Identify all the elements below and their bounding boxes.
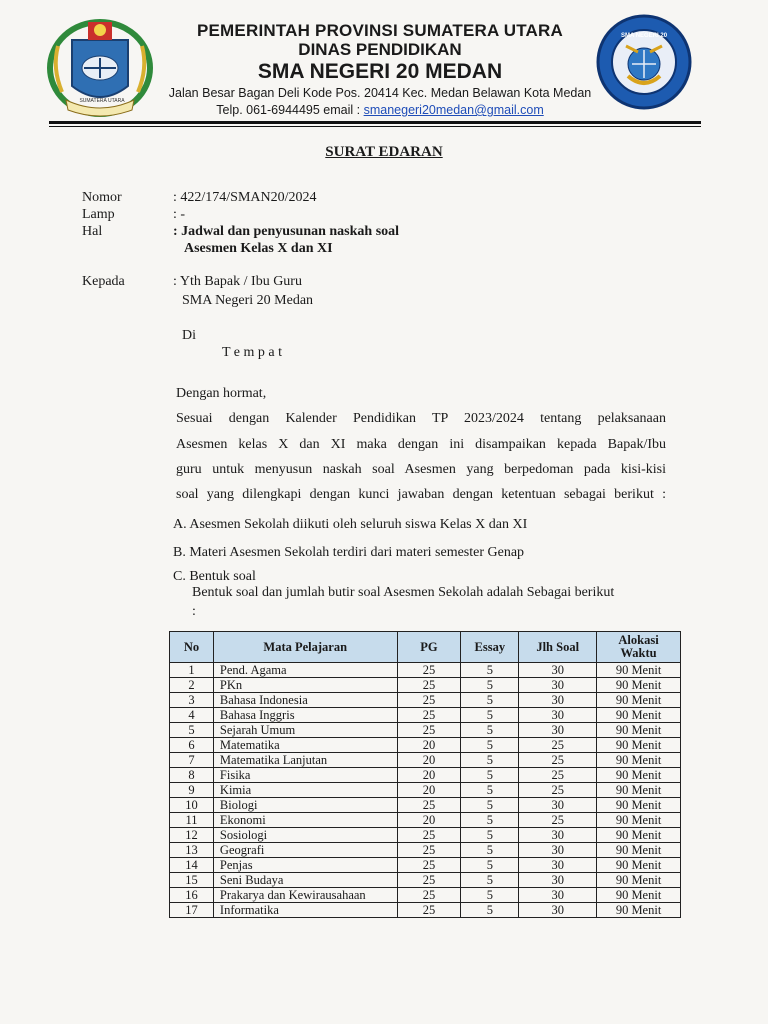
cell-mata-pelajaran: Fisika xyxy=(213,768,397,783)
table-row xyxy=(170,783,681,798)
cell-alokasi-waktu: 90 Menit xyxy=(597,828,681,843)
cell-essay: 5 xyxy=(461,888,519,903)
nomor-value: : 422/174/SMAN20/2024 xyxy=(173,190,317,205)
cell-alokasi-waktu: 90 Menit xyxy=(597,738,681,753)
header-alokasi-waktu: Alokasi Waktu xyxy=(597,632,681,663)
letterhead-phone: Telp. 061-6944495 email : xyxy=(216,103,364,117)
cell-mata-pelajaran: Penjas xyxy=(213,858,397,873)
cell-alokasi-waktu: 90 Menit xyxy=(597,663,681,678)
item-c-colon: : xyxy=(192,604,196,619)
cell-pg: 20 xyxy=(397,813,461,828)
left-logo-caption: SUMATERA UTARA xyxy=(79,98,125,104)
cell-pg: 25 xyxy=(397,693,461,708)
letterhead-government: PEMERINTAH PROVINSI SUMATERA UTARA xyxy=(196,21,563,40)
cell-essay: 5 xyxy=(461,768,519,783)
letterhead-school-name: SMA NEGERI 20 MEDAN xyxy=(257,60,503,83)
cell-no: 17 xyxy=(170,903,214,918)
cell-jlh-soal: 30 xyxy=(519,723,597,738)
table-body xyxy=(170,663,681,918)
cell-jlh-soal: 25 xyxy=(519,813,597,828)
header-essay: Essay xyxy=(461,632,519,663)
cell-essay: 5 xyxy=(461,798,519,813)
hal-value-line1: : Jadwal dan penyusunan naskah soal xyxy=(173,224,400,239)
cell-mata-pelajaran: Prakarya dan Kewirausahaan xyxy=(213,888,397,903)
cell-jlh-soal: 25 xyxy=(519,753,597,768)
cell-jlh-soal: 30 xyxy=(519,858,597,873)
cell-jlh-soal: 30 xyxy=(519,888,597,903)
cell-mata-pelajaran: Sejarah Umum xyxy=(213,723,397,738)
body-paragraph-line: soal yang dilengkapi dengan kunci jawaban dengan ketentuan sebagai berikut : xyxy=(176,487,666,502)
cell-jlh-soal: 25 xyxy=(519,768,597,783)
cell-mata-pelajaran: Biologi xyxy=(213,798,397,813)
cell-no: 14 xyxy=(170,858,214,873)
cell-jlh-soal: 30 xyxy=(519,663,597,678)
document-title: SURAT EDARAN xyxy=(325,144,443,160)
cell-pg: 20 xyxy=(397,768,461,783)
cell-jlh-soal: 30 xyxy=(519,678,597,693)
item-a: A. Asesmen Sekolah diikuti oleh seluruh siswa Kelas X dan XI xyxy=(173,517,528,532)
header-jlh-soal: Jlh Soal xyxy=(519,632,597,663)
cell-pg: 20 xyxy=(397,753,461,768)
cell-no: 1 xyxy=(170,663,214,678)
cell-essay: 5 xyxy=(461,783,519,798)
cell-mata-pelajaran: Kimia xyxy=(213,783,397,798)
cell-alokasi-waktu: 90 Menit xyxy=(597,693,681,708)
nomor-label: Nomor xyxy=(82,190,122,205)
cell-alokasi-waktu: 90 Menit xyxy=(597,768,681,783)
cell-pg: 25 xyxy=(397,903,461,918)
cell-essay: 5 xyxy=(461,663,519,678)
cell-jlh-soal: 30 xyxy=(519,798,597,813)
cell-alokasi-waktu: 90 Menit xyxy=(597,708,681,723)
cell-alokasi-waktu: 90 Menit xyxy=(597,783,681,798)
cell-alokasi-waktu: 90 Menit xyxy=(597,723,681,738)
cell-mata-pelajaran: Matematika xyxy=(213,738,397,753)
cell-jlh-soal: 30 xyxy=(519,903,597,918)
table-row xyxy=(170,843,681,858)
tempat-label: T e m p a t xyxy=(222,345,283,360)
cell-essay: 5 xyxy=(461,738,519,753)
body-paragraph-line: Asesmen kelas X dan XI maka dengan ini disampaikan kepada Bapak/Ibu xyxy=(176,437,666,452)
table-row xyxy=(170,678,681,693)
exam-schedule-table xyxy=(169,631,681,918)
table-row xyxy=(170,873,681,888)
header-no: No xyxy=(170,632,214,663)
cell-mata-pelajaran: Informatika xyxy=(213,903,397,918)
cell-no: 12 xyxy=(170,828,214,843)
right-logo-caption: SMA NEGERI 20 xyxy=(620,33,668,39)
cell-no: 6 xyxy=(170,738,214,753)
cell-no: 9 xyxy=(170,783,214,798)
cell-mata-pelajaran: Geografi xyxy=(213,843,397,858)
lamp-label: Lamp xyxy=(82,207,115,222)
table-row xyxy=(170,753,681,768)
cell-mata-pelajaran: Sosiologi xyxy=(213,828,397,843)
cell-essay: 5 xyxy=(461,678,519,693)
body-paragraph-line: Sesuai dengan Kalender Pendidikan TP 2023/2024 tentang pelaksanaan xyxy=(176,411,666,426)
table-row xyxy=(170,813,681,828)
cell-no: 4 xyxy=(170,708,214,723)
kepada-value-line1: : Yth Bapak / Ibu Guru xyxy=(173,274,302,289)
cell-pg: 25 xyxy=(397,663,461,678)
table-header-row xyxy=(170,632,681,663)
cell-mata-pelajaran: Seni Budaya xyxy=(213,873,397,888)
cell-no: 8 xyxy=(170,768,214,783)
table-row xyxy=(170,903,681,918)
letterhead-contact xyxy=(150,103,610,117)
cell-pg: 25 xyxy=(397,678,461,693)
cell-essay: 5 xyxy=(461,753,519,768)
di-label: Di xyxy=(182,328,196,343)
header-mata-pelajaran: Mata Pelajaran xyxy=(213,632,397,663)
cell-mata-pelajaran: PKn xyxy=(213,678,397,693)
cell-pg: 25 xyxy=(397,843,461,858)
cell-jlh-soal: 30 xyxy=(519,828,597,843)
cell-pg: 25 xyxy=(397,828,461,843)
cell-pg: 25 xyxy=(397,873,461,888)
cell-mata-pelajaran: Bahasa Indonesia xyxy=(213,693,397,708)
letterhead-rule-thin xyxy=(49,126,701,127)
cell-alokasi-waktu: 90 Menit xyxy=(597,858,681,873)
cell-jlh-soal: 30 xyxy=(519,708,597,723)
hal-label: Hal xyxy=(82,224,103,239)
letterhead-department: DINAS PENDIDIKAN xyxy=(298,40,462,59)
cell-alokasi-waktu: 90 Menit xyxy=(597,873,681,888)
cell-alokasi-waktu: 90 Menit xyxy=(597,888,681,903)
table-row xyxy=(170,888,681,903)
cell-no: 5 xyxy=(170,723,214,738)
cell-no: 7 xyxy=(170,753,214,768)
letterhead-address: Jalan Besar Bagan Deli Kode Pos. 20414 Kec. Medan Belawan Kota Medan xyxy=(168,86,592,100)
table-row xyxy=(170,858,681,873)
table-row xyxy=(170,663,681,678)
kepada-value-line2: SMA Negeri 20 Medan xyxy=(182,293,314,308)
table-row xyxy=(170,768,681,783)
cell-pg: 25 xyxy=(397,798,461,813)
cell-jlh-soal: 25 xyxy=(519,783,597,798)
cell-alokasi-waktu: 90 Menit xyxy=(597,843,681,858)
table-row xyxy=(170,798,681,813)
cell-pg: 25 xyxy=(397,858,461,873)
cell-essay: 5 xyxy=(461,723,519,738)
kepada-label: Kepada xyxy=(82,274,125,289)
table-row xyxy=(170,693,681,708)
item-c: C. Bentuk soal xyxy=(173,569,256,584)
cell-no: 16 xyxy=(170,888,214,903)
cell-alokasi-waktu: 90 Menit xyxy=(597,903,681,918)
cell-pg: 25 xyxy=(397,723,461,738)
cell-mata-pelajaran: Matematika Lanjutan xyxy=(213,753,397,768)
cell-essay: 5 xyxy=(461,693,519,708)
cell-essay: 5 xyxy=(461,813,519,828)
table-row xyxy=(170,723,681,738)
cell-no: 15 xyxy=(170,873,214,888)
cell-no: 3 xyxy=(170,693,214,708)
cell-pg: 20 xyxy=(397,783,461,798)
cell-essay: 5 xyxy=(461,843,519,858)
cell-alokasi-waktu: 90 Menit xyxy=(597,813,681,828)
table-row xyxy=(170,738,681,753)
hal-value-line2: Asesmen Kelas X dan XI xyxy=(184,241,333,256)
cell-no: 2 xyxy=(170,678,214,693)
cell-alokasi-waktu: 90 Menit xyxy=(597,798,681,813)
cell-essay: 5 xyxy=(461,903,519,918)
cell-pg: 20 xyxy=(397,738,461,753)
header-pg: PG xyxy=(397,632,461,663)
cell-essay: 5 xyxy=(461,828,519,843)
cell-essay: 5 xyxy=(461,873,519,888)
item-b: B. Materi Asesmen Sekolah terdiri dari materi semester Genap xyxy=(173,545,525,560)
cell-alokasi-waktu: 90 Menit xyxy=(597,753,681,768)
item-c-detail: Bentuk soal dan jumlah butir soal Asesmen Sekolah adalah Sebagai berikut xyxy=(192,585,615,600)
cell-pg: 25 xyxy=(397,888,461,903)
cell-mata-pelajaran: Ekonomi xyxy=(213,813,397,828)
cell-mata-pelajaran: Bahasa Inggris xyxy=(213,708,397,723)
cell-alokasi-waktu: 90 Menit xyxy=(597,678,681,693)
letterhead-rule-thick xyxy=(49,121,701,124)
table-row xyxy=(170,708,681,723)
cell-jlh-soal: 30 xyxy=(519,873,597,888)
cell-jlh-soal: 30 xyxy=(519,693,597,708)
cell-essay: 5 xyxy=(461,708,519,723)
cell-no: 10 xyxy=(170,798,214,813)
body-paragraph-line: guru untuk menyusun naskah soal Asesmen yang berpedoman pada kisi-kisi xyxy=(176,462,666,477)
cell-no: 13 xyxy=(170,843,214,858)
salutation: Dengan hormat, xyxy=(176,386,267,401)
lamp-value: : - xyxy=(173,207,186,222)
cell-jlh-soal: 30 xyxy=(519,843,597,858)
cell-no: 11 xyxy=(170,813,214,828)
cell-jlh-soal: 25 xyxy=(519,738,597,753)
cell-essay: 5 xyxy=(461,858,519,873)
cell-mata-pelajaran: Pend. Agama xyxy=(213,663,397,678)
email-link[interactable]: smanegeri20medan@gmail.com xyxy=(363,103,544,117)
cell-pg: 25 xyxy=(397,708,461,723)
table-row xyxy=(170,828,681,843)
